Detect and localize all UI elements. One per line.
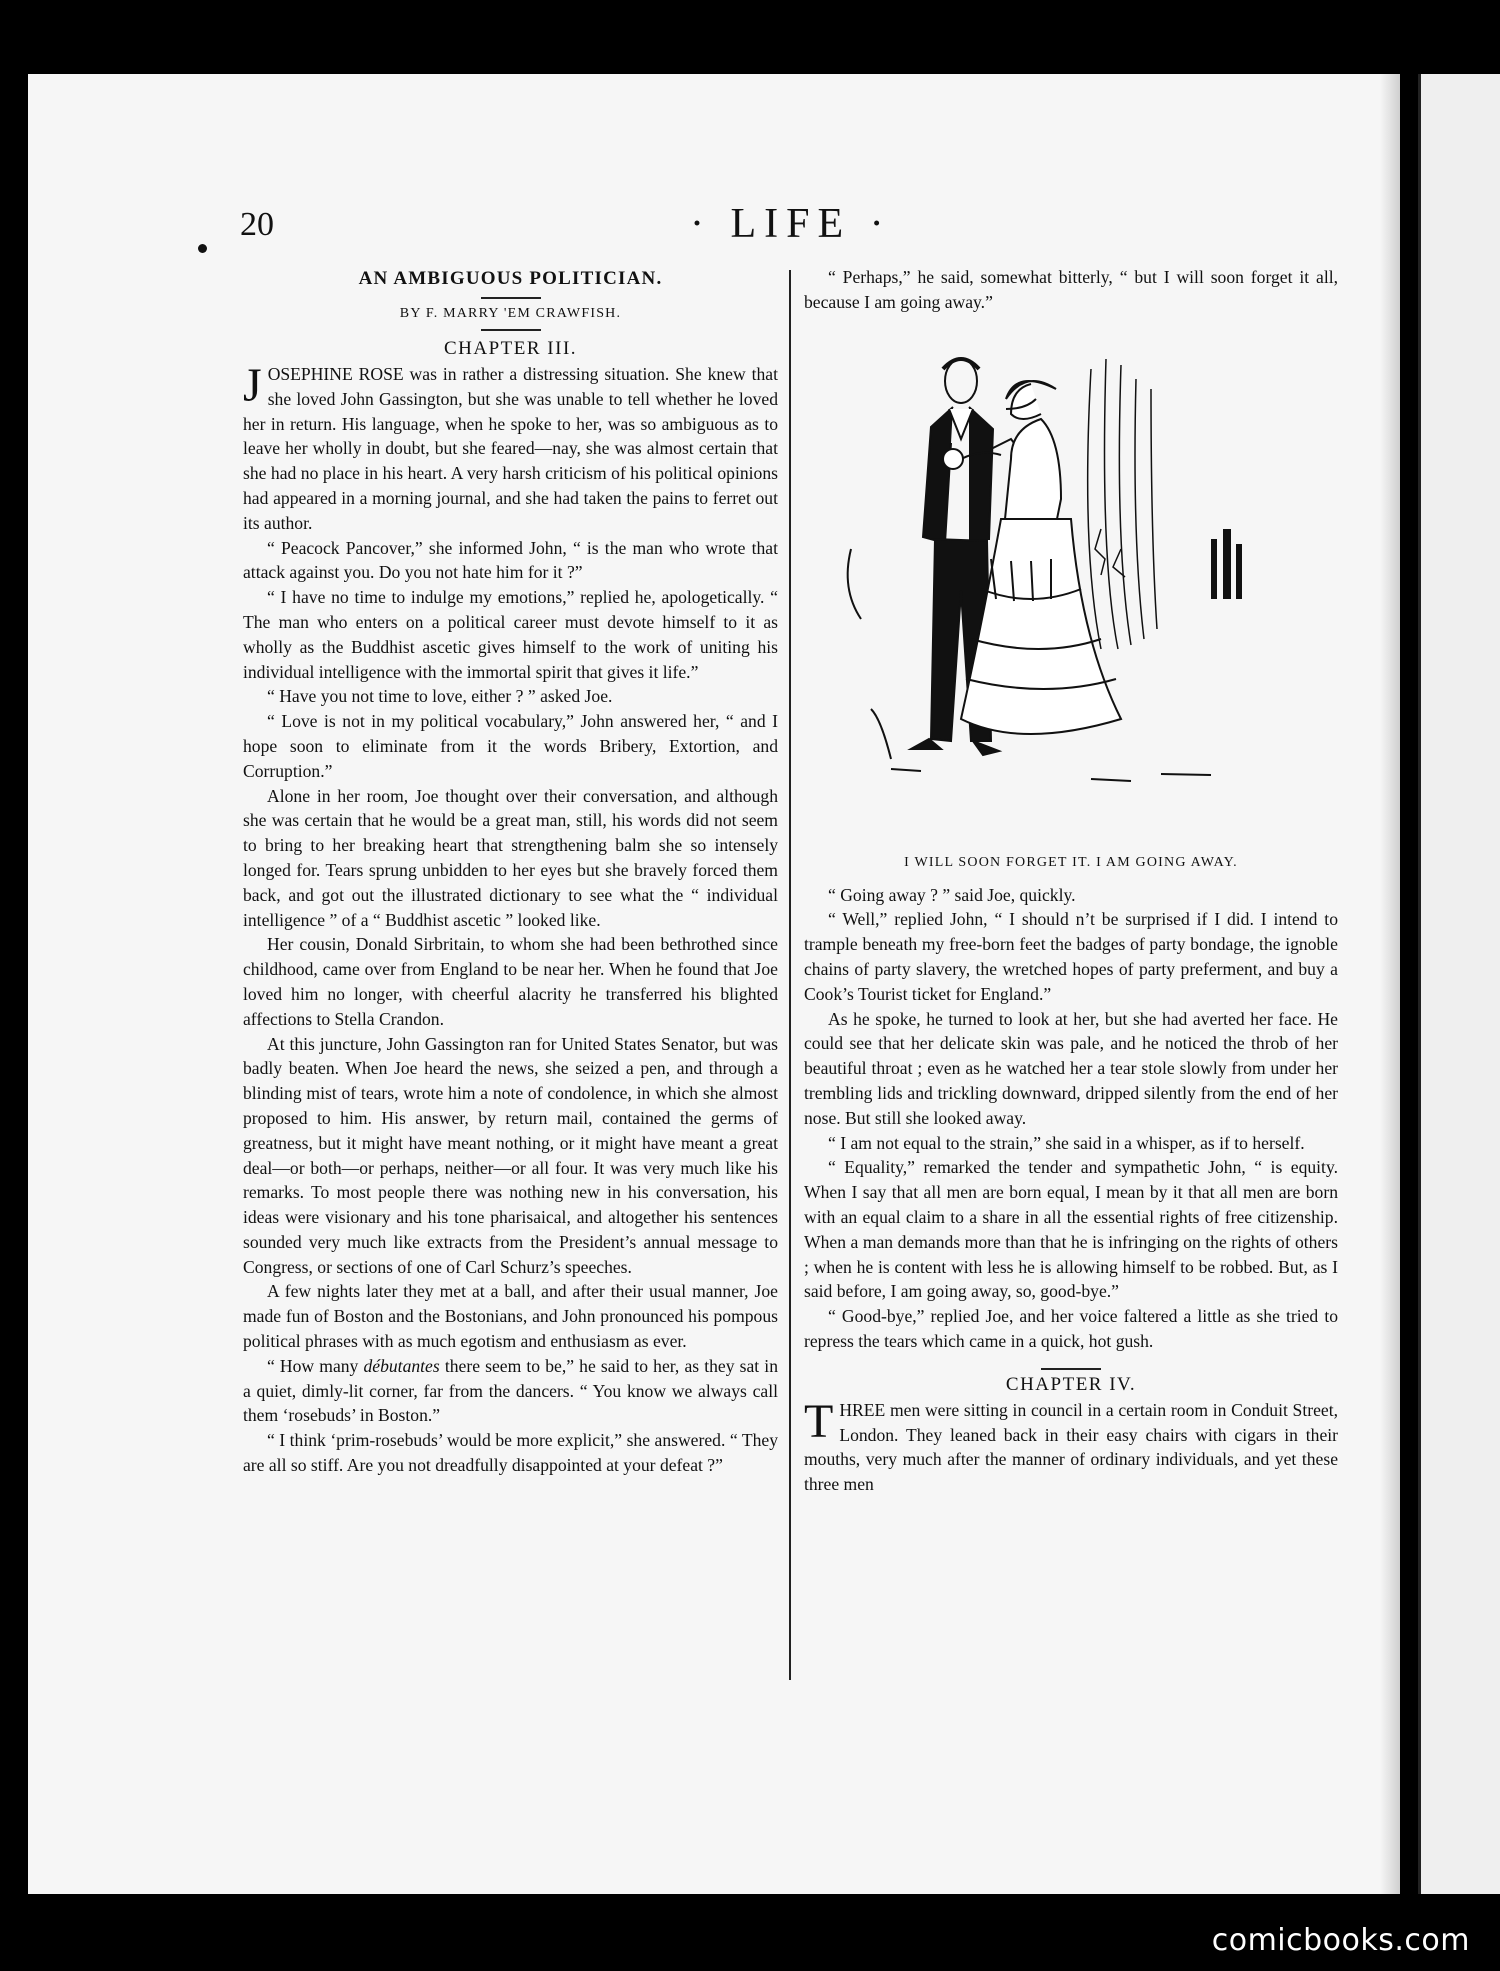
curtain-lines — [1088, 359, 1157, 649]
paragraph: “ I have no time to indulge my emotions,” replied he, apologetically. “ The man who enters on a political career must devote himself to it as wholly as the Buddhist ascetic gives himself to the work of uniting his individual intelligence with the immortal spirit that gives it life.” — [243, 587, 778, 682]
title-rule — [481, 297, 541, 299]
paragraph: “ I think ‘prim-rosebuds’ would be more explicit,” she answered. “ They are all so stiff. Are you not dreadfully disappointed at your defeat ?” — [243, 1430, 778, 1476]
paragraph: “ Love is not in my political vocabulary,” John answered her, “ and I hope soon to eliminate from it the words Bribery, Extortion, and Corruption.” — [243, 711, 778, 781]
paragraph: “ Perhaps,” he said, somewhat bitterly, “ but I will soon forget it all, because I am going away.” — [804, 267, 1338, 312]
right-column — [804, 265, 1338, 1497]
watermark-logo: comicbooks.com — [1211, 1923, 1470, 1958]
paragraph — [243, 359, 778, 536]
masthead: · LIFE · — [690, 201, 892, 247]
paragraph-text: there seem to be,” he said to her, as they sat in a quiet, dimly-lit corner, far from the dancers. “ You know we always call them ‘rosebuds’ in Boston.” — [243, 1355, 778, 1426]
paragraph: Her cousin, Donald Sirbritain, to whom she had been bethrothed since childhood, came over from England to be near her. When he found that Joe loved him no longer, with cheerful alacrity he transferred his blighted affections to Stella Crandon. — [243, 934, 778, 1029]
byline-rule — [481, 329, 541, 331]
left-column — [243, 265, 778, 1478]
paragraph: “ Good-bye,” replied Joe, and her voice faltered a little as she tried to repress the tears which came in a quick, hot gush. — [804, 1306, 1338, 1351]
paragraph — [804, 1394, 1338, 1497]
article-byline: BY F. MARRY 'EM CRAWFISH. — [399, 306, 622, 321]
margin-dot — [198, 244, 207, 253]
page-number: 20 — [240, 206, 274, 243]
chapter-3-heading: CHAPTER III. — [443, 338, 578, 359]
paragraph: At this juncture, John Gassington ran for United States Senator, but was badly beaten. When Joe heard the news, she seized a pen, and through a blinding mist of tears, wrote him a note of condolence, in which she almost proposed to him. His answer, by return mail, contained the germs of greatness, but it might have meant nothing, or it might have meant a great deal—or both—or perhaps, neither—or all four. It was very much like his remarks. To most people there was nothing new in his conversation, his ideas were visionary and his tone pharisaical, and altogether his sentences sounded very much like extracts from the President’s annual message to Congress, or sections of one of Carl Schurz’s speeches. — [243, 1033, 778, 1277]
next-page-edge — [1418, 74, 1500, 1894]
paragraph: A few nights later they met at a ball, and after their usual manner, Joe made fun of Boston and the Bostonians, and John pronounced his pompous political phrases with as much egotism and enthusiasm as ever. — [243, 1281, 778, 1352]
paragraph: “ Peacock Pancover,” she informed John, “ is the man who wrote that attack against you. Do you not hate him for it ?” — [243, 537, 778, 583]
illustration-caption: I WILL SOON FORGET IT. I AM GOING AWAY. — [904, 854, 1238, 870]
paragraph-text: OSEPHINE ROSE was in rather a distressing situation. She knew that she loved John Gassington, but she was unable to tell whether he loved her in return. His language, when he spoke to her, was so ambiguous as to leave her wholly in doubt, but she feared—nay, she was almost certain that she had no place in his heart. A very harsh criticism of his political opinions had appeared in a morning journal, and she had taken the pains to ferret out its author. — [243, 364, 778, 533]
paragraph: “ Have you not time to love, either ? ” asked Joe. — [267, 686, 613, 707]
chapter-4-rule — [1041, 1368, 1101, 1370]
paragraph-text: “ How many — [267, 1355, 364, 1376]
page-gutter-shadow — [1380, 74, 1400, 1894]
drop-cap: J — [243, 359, 262, 412]
paragraph: “ I am not equal to the strain,” she said in a whisper, as if to herself. — [828, 1132, 1305, 1153]
paragraph: “ Going away ? ” said Joe, quickly. — [828, 884, 1076, 905]
paragraph: “ Equality,” remarked the tender and sympathetic John, “ is equity. When I say that all men are born equal, I mean by it that all men are born with an equal claim to a share in all the essential rights of free citizenship. When a man demands more than that he is infringing on the rights of others ; when he is content with less he is allowing himself to be robbed. But, as I said before, I am going away, so, good-bye.” — [804, 1157, 1338, 1302]
illustration — [831, 329, 1311, 849]
column-divider — [789, 270, 791, 1680]
drop-cap: T — [804, 1394, 834, 1448]
paragraph — [243, 1354, 778, 1428]
paragraph-text: HREE men were sitting in council in a certain room in Conduit Street, London. They leaned back in their easy chairs with cigars in their mouths, very much after the manner of ordinary individuals, and yet these three men — [804, 1399, 1338, 1495]
paragraph: “ Well,” replied John, “ I should n’t be surprised if I did. I intend to trample beneath my free-born feet the badges of party bondage, the ignoble chains of party slavery, the wretched hopes of party preferment, and buy a Cook’s Tourist ticket for England.” — [804, 909, 1338, 1004]
background-figures — [1211, 529, 1242, 599]
paragraph: As he spoke, he turned to look at her, but she had averted her face. He could see that her delicate skin was pale, and he noticed the throb of her beautiful throat ; even as he watched her a tear stole slowly from under her trembling lids and trickling downward, dripped silently from the end of her nose. But still she looked away. — [804, 1008, 1338, 1128]
italic-word: débutantes — [363, 1355, 440, 1376]
article-title: AN AMBIGUOUS POLITICIAN. — [358, 268, 663, 289]
paragraph: Alone in her room, Joe thought over their conversation, and although she was certain that he would be a great man, still, his words did not seem to bring to her breaking heart that strengthening balm she so intensely longed for. Tears sprung unbidden to her eyes but she bravely forced them back, and got out the illustrated dictionary to see what the “ individual intelligence ” of a “ Buddhist ascetic ” looked like. — [243, 785, 778, 930]
chapter-4-heading: CHAPTER IV. — [1005, 1373, 1137, 1395]
